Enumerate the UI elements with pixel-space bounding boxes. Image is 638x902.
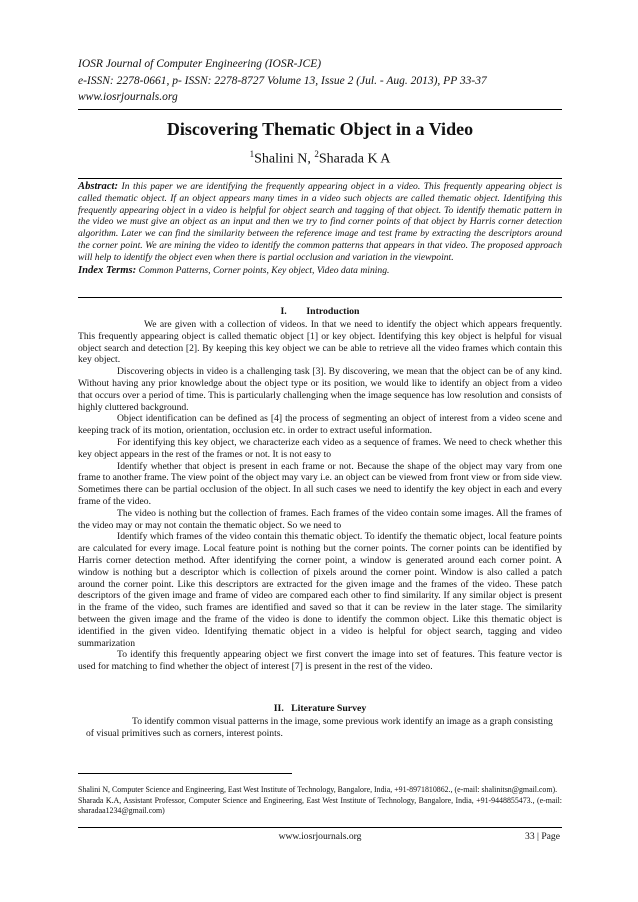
literature-paragraph-1: To identify common visual patterns in the image, some previous work identify an image as a graph consisting of visual primitives such as corners, interest points.: [86, 716, 553, 739]
intro-paragraph-1: We are given with a collection of videos. In that we need to identify the object which appears frequently. This frequently appearing object is called thematic object [1] or key object. Identifying this key object is helpful for visual object search and detection [2]. By keeping this key object we can be able to retrieve all the video frames which contain this key object.: [78, 319, 562, 366]
intro-paragraph-4: For identifying this key object, we characterize each video as a sequence of frames. We need to check whether this key object appears in the rest of the frames or not. It is not easy to: [78, 436, 562, 460]
journal-website: www.iosrjournals.org: [78, 91, 178, 103]
author1-superscript: 1: [249, 149, 255, 159]
author-footnotes: [78, 785, 562, 817]
intro-paragraph-6: The video is nothing but the collection of frames. Each frames of the video contain some images. All the frames of the video may or may not contain the thematic object. So we need to: [78, 507, 562, 531]
abstract-bottom-rule: [78, 297, 562, 298]
abstract-label: Abstract:: [78, 181, 119, 192]
abstract-block: [78, 181, 562, 276]
intro-heading: I. Introduction: [280, 306, 360, 317]
paper-title: Discovering Thematic Object in a Video: [166, 119, 474, 139]
header-rule: [78, 109, 562, 110]
index-terms-label: Index Terms:: [78, 264, 137, 276]
abstract-text: In this paper we are identifying the frequently appearing object in a video. This frequently appearing object is called thematic object. If an object appears many times in a video such objects are called thematic object. Identifying this frequently appearing object in a video is helpful for object search and tagging of that object. To identify thematic pattern in the video we must give an object as an input and then we try to find corner points of that object by Harris corner detection algorithm. Later we can find the similarity between the reference image and test frame by extracting the descriptors around the corner point. We are mining the video to identify the common patterns that appears in that video. The proposed approach will help to identify the object even when there is partial occlusion and variation in the viewpoint.: [78, 181, 562, 263]
intro-body: [78, 319, 562, 673]
journal-name: IOSR Journal of Computer Engineering (IOSR-JCE): [78, 58, 322, 70]
literature-heading: II. Literature Survey: [273, 703, 367, 714]
abstract-top-rule: [78, 178, 562, 179]
intro-paragraph-2: Discovering objects in video is a challenging task [3]. By discovering, we mean that the object can be of any kind. Without having any prior knowledge about the object type or its position, we would like to identify an object from a video that occurs over a period of time. This is particularly challenging when the image sequence has low resolution and consists of highly cluttered background.: [78, 366, 562, 413]
intro-paragraph-3: Object identification can be defined as [4] the process of segmenting an object of interest from a video scene and keeping track of its motion, orientation, occlusion etc. in order to extract useful information.: [78, 413, 562, 437]
author2-superscript: 2: [314, 149, 319, 159]
footnote-author1: Shalini N, Computer Science and Engineering, East West Institute of Technology, Bangalore, India, +91-8971810862., (e-mail: shalinitsn@gmail.com).: [78, 785, 558, 794]
footer-rule: [78, 827, 562, 828]
intro-paragraph-5: Identify whether that object is present in each frame or not. Because the shape of the object may vary from one frame to another frame. The view point of the object may vary i.e. an object can be viewed from front view or from side view. Sometimes there can be partial occlusion of the object. In all such cases we need to identify the key object in each and every frame of the video.: [78, 460, 562, 507]
journal-issn: e-ISSN: 2278-0661, p- ISSN: 2278-8727 Volume 13, Issue 2 (Jul. - Aug. 2013), PP 33-37: [78, 74, 487, 87]
footnote-author2: Sharada K.A, Assistant Professor, Computer Science and Engineering, East West Institute of Technology, Bangalore, India, +91-9448855473., (e-mail: sharadaa1234@gmail.com): [78, 795, 562, 815]
intro-paragraph-8: To identify this frequently appearing object we first convert the image into set of features. This feature vector is used for matching to find whether the object of interest [7] is present in the rest of the video.: [78, 649, 562, 673]
author2-name: Sharada K A: [318, 151, 391, 167]
footer-website: www.iosrjournals.org: [278, 831, 362, 842]
journal-header: [78, 56, 487, 106]
authors: [78, 149, 562, 168]
index-terms-text: Common Patterns, Corner points, Key object, Video data mining.: [136, 264, 390, 276]
author1-name: Shalini N,: [254, 151, 315, 167]
footnote-rule: [78, 773, 292, 774]
abstract-paragraph: [78, 181, 562, 264]
intro-paragraph-7: Identify which frames of the video contain this thematic object. To identify the thematic object, local feature points are calculated for every image. Local feature point is nothing but the corner points. The corner points can be identified by Harris corner detection method. After identifying the corner point, a window is generated around each corner point. A window is nothing but a descriptor which is collection of pixels around the corner point. Window is also called a patch around the corner point. Like this descriptors are extracted for the given image and the frames of the video. These patch descriptors of the given image and frame of video are compared each other to find similarity. If any similar object is present in the frame of the video, such frames are identified and saved so that it can be review in the later stage. The similarity between the given image and the frame of the video is done to identify the common object. Like this thematic object is identified in the given video. Identifying thematic object in a video is helpful for object search, tagging and video summarization: [78, 531, 562, 649]
index-terms: [78, 265, 562, 277]
footer-page-number: 33 | Page: [525, 831, 560, 842]
literature-body: [78, 716, 562, 740]
